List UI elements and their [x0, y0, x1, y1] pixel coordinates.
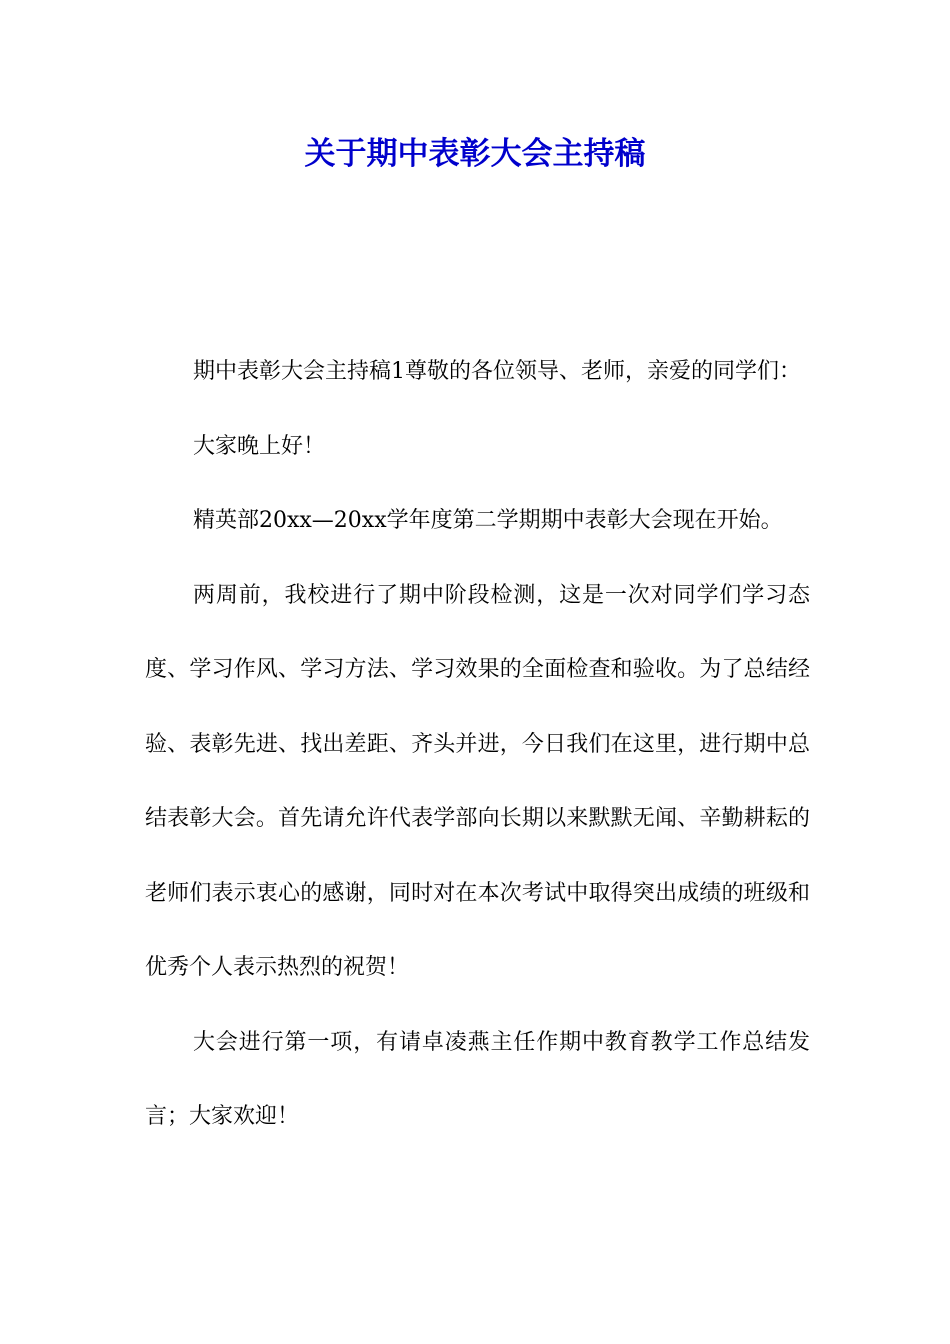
paragraph-opening: 精英部20xx—20xx学年度第二学期期中表彰大会现在开始。: [193, 508, 783, 533]
document-title: 关于期中表彰大会主持稿: [304, 136, 646, 172]
paragraph-good-evening: 大家晚上好！: [193, 433, 326, 459]
paragraph-review: 两周前，我校进行了期中阶段检测，这是一次对同学们学习态度、学习作风、学习方法、学习效果的全面检查和验收。为了总结经验、表彰先进、找出差距、齐头并进，今日我们在这里，进行期中总结表彰大会。首先请允许代表学部向长期以来默默无闻、辛勤耕耘的老师们表示衷心的感谢，同时对在本次考试中取得突出成绩的班级和优秀个人表示热烈的祝贺！: [145, 582, 810, 980]
paragraph-first-item: 大会进行第一项，有请卓凌燕主任作期中教育教学工作总结发言；大家欢迎！: [145, 1029, 810, 1129]
document-body: [145, 335, 810, 1155]
paragraph-greeting: 期中表彰大会主持稿1尊敬的各位领导、老师，亲爱的同学们：: [193, 359, 801, 384]
